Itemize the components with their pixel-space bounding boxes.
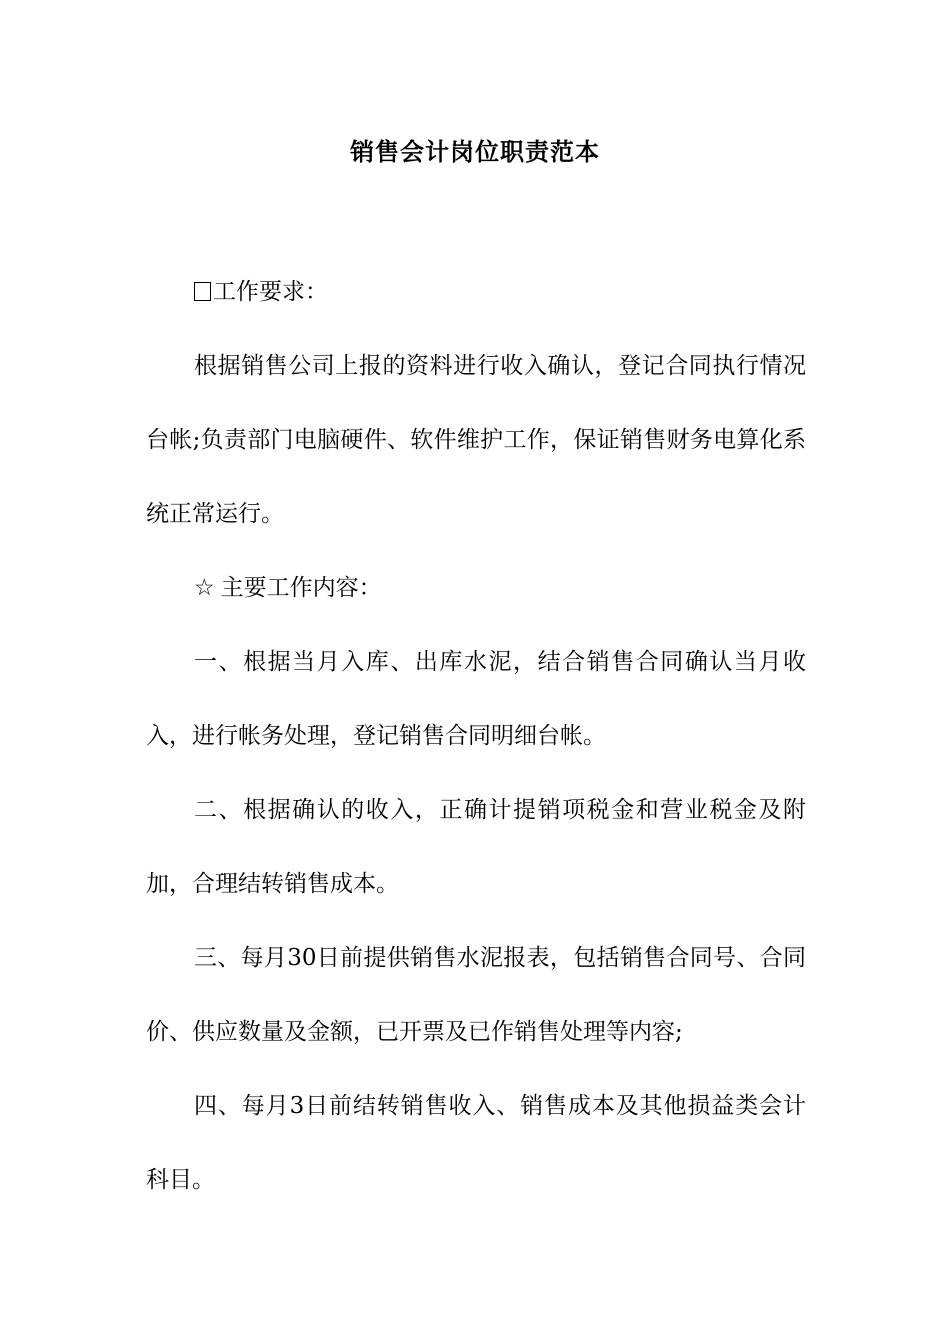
work-requirements-paragraph: 根据销售公司上报的资料进行收入确认，登记合同执行情况台帐;负责部门电脑硬件、软件维护工作，保证销售财务电算化系统正常运行。	[146, 353, 806, 527]
main-duties-heading-text: 主要工作内容：	[220, 575, 382, 601]
duty-item-4: 四、每月3日前结转销售收入、销售成本及其他损益类会计科目。	[146, 1093, 806, 1193]
checkbox-square-icon	[194, 282, 211, 301]
star-icon: ☆	[194, 575, 215, 601]
duty-item-3: 三、每月30日前提供销售水泥报表，包括销售合同号、合同价、供应数量及金额，已开票及已作销售处理等内容;	[146, 945, 806, 1045]
main-duties-heading	[146, 551, 806, 625]
work-requirements-heading-text: 工作要求：	[213, 279, 328, 305]
document-title: 销售会计岗位职责范本	[350, 137, 600, 166]
document-body	[146, 255, 806, 1217]
duty-item-1: 一、根据当月入库、出库水泥，结合销售合同确认当月收入，进行帐务处理，登记销售合同明细台帐。	[146, 649, 806, 749]
work-requirements-heading	[146, 255, 806, 329]
duty-item-2: 二、根据确认的收入，正确计提销项税金和营业税金及附加，合理结转销售成本。	[146, 797, 806, 897]
